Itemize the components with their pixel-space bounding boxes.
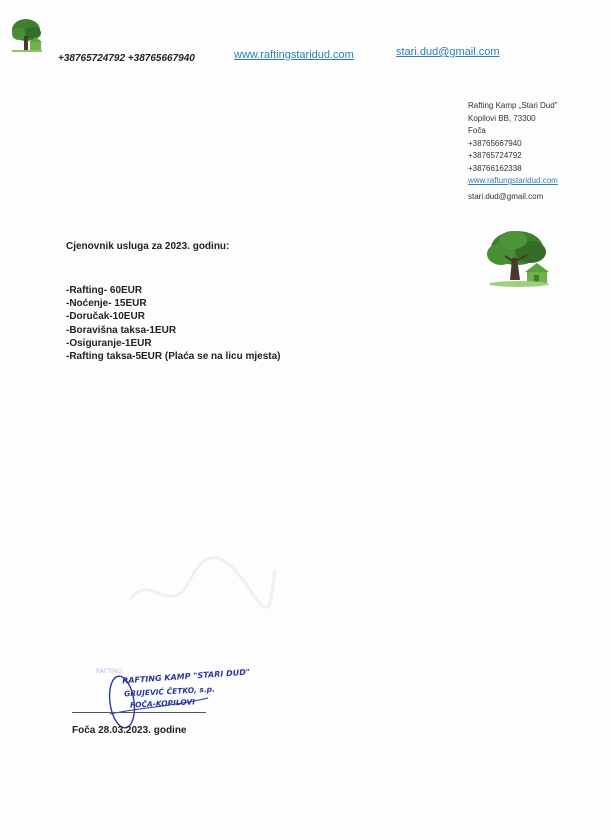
address-line: Rafting Kamp „Stari Dud"	[468, 101, 558, 110]
price-item-boravisna-taksa: -Boravišna taksa-1EUR	[66, 324, 177, 336]
address-phone: +38765724792	[468, 151, 522, 160]
price-item-rafting: -Rafting- 60EUR	[66, 285, 143, 296]
address-line: Foča	[468, 126, 486, 135]
stamp-line-location: FOČA-KOPILOVI	[129, 697, 196, 710]
price-item-nocenje: -Noćenje- 15EUR	[66, 298, 147, 310]
header-phone-numbers: +38765724792 +38765667940	[58, 53, 195, 64]
address-block	[468, 100, 558, 203]
address-phone: +38765667940	[468, 138, 522, 148]
price-list-heading: Cjenovnik usluga za 2023. godinu:	[66, 241, 230, 252]
price-item-osiguranje: -Osiguranje-1EUR	[66, 337, 152, 349]
price-list	[66, 284, 281, 363]
price-item-dorucak: -Doručak-10EUR	[66, 311, 145, 323]
tree-house-logo-icon	[483, 228, 555, 290]
document-date: Foča 28.03.2023. godine	[72, 725, 187, 736]
address-email: stari.dud@gmail.com	[468, 191, 544, 201]
address-website-link[interactable]: www.raftungstaridud.com	[468, 176, 558, 185]
header-email-link[interactable]: stari.dud@gmail.com	[396, 46, 500, 58]
tree-logo-icon	[10, 18, 44, 56]
stamp-line-company: RAFTING KAMP "STARI DUD"	[121, 667, 251, 686]
faint-scribble-icon	[120, 530, 280, 630]
price-item-rafting-taksa: -Rafting taksa-5EUR (Plaća se na licu mjesta)	[66, 351, 281, 363]
stamp-ghost-text: RAFTING	[96, 668, 122, 675]
company-stamp	[96, 667, 251, 730]
address-line: Kopilovi BB, 73300	[468, 113, 536, 123]
signature-line	[72, 712, 206, 713]
header-website-link[interactable]: www.raftingstaridud.com	[234, 49, 354, 61]
stamp-line-owner: GRUJEVIĆ ČETKO, s.p.	[123, 684, 216, 699]
address-phone: +38766162338	[468, 163, 522, 173]
